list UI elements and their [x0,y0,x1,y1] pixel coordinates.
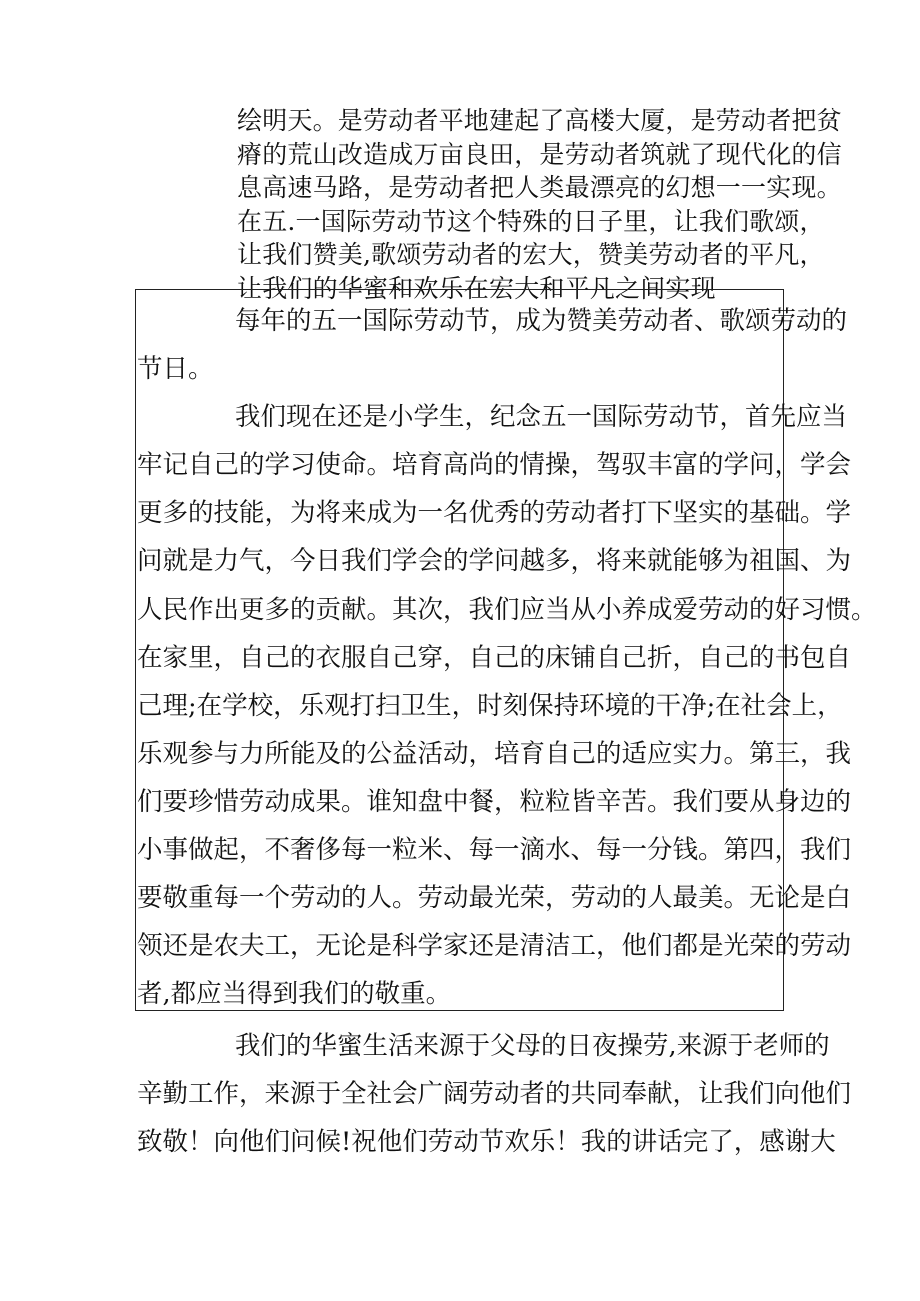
text-line: 息高速马路，是劳动者把人类最漂亮的幻想一一实现。 [237,173,842,202]
text-line: 我们现在还是小学生，纪念五一国际劳动节，首先应当 [235,402,848,433]
text-line: 人民作出更多的贡献。其次，我们应当从小养成爱劳动的好习惯。 [137,594,877,625]
text-line: 牢记自己的学习使命。培育高尚的情操，驾驭丰富的学问，学会 [137,450,852,481]
text-line: 要敬重每一个劳动的人。劳动最光荣，劳动的人最美。无论是白 [137,883,852,914]
text-line: 让我们赞美,歌颂劳动者的宏大，赞美劳动者的平凡， [237,240,825,269]
text-line: 小事做起，不奢侈每一粒米、每一滴水、每一分钱。第四，我们 [137,835,852,866]
text-line: 瘠的荒山改造成万亩良田，是劳动者筑就了现代化的信 [237,139,842,169]
text-line: 更多的技能，为将来成为一名优秀的劳动者打下坚实的基础。学 [137,498,852,529]
text-line: 辛勤工作，来源于全社会广阔劳动者的共同奉献，让我们向他们 [137,1079,852,1110]
text-line: 让我们的华蜜和欢乐在宏大和平凡之间实现 [237,273,716,303]
text-line: 我们的华蜜生活来源于父母的日夜操劳,来源于老师的 [235,1031,830,1061]
text-line: 在家里，自己的衣服自己穿，自己的床铺自己折，自己的书包自 [137,642,852,673]
text-line: 们要珍惜劳动成果。谁知盘中餐，粒粒皆辛苦。我们要从身边的 [137,786,852,817]
boxed-paragraphs [137,297,877,1018]
text-line: 绘明天。是劳动者平地建起了高楼大厦，是劳动者把贫 [237,106,842,135]
text-line: 己理;在学校，乐观打扫卫生，时刻保持环境的干净;在社会上， [137,690,843,721]
text-line: 乐观参与力所能及的公益活动，培育自己的适应实力。第三，我 [137,738,852,769]
intro-paragraph [237,104,842,305]
closing-paragraph [137,1022,851,1166]
text-line: 每年的五一国际劳动节，成为赞美劳动者、歌颂劳动的 [235,306,848,336]
text-line: 领还是农夫工，无论是科学家还是清洁工，他们都是光荣的劳动 [137,931,852,962]
text-line: 致敬！向他们问候!祝他们劳动节欢乐！我的讲话完了，感谢大 [137,1127,836,1158]
text-line: 节日。 [137,354,214,385]
text-line: 者,都应当得到我们的敬重。 [137,979,452,1010]
text-line: 在五.一国际劳动节这个特殊的日子里，让我们歌颂， [237,206,825,236]
text-line: 问就是力气，今日我们学会的学问越多，将来就能够为祖国、为 [137,546,852,577]
